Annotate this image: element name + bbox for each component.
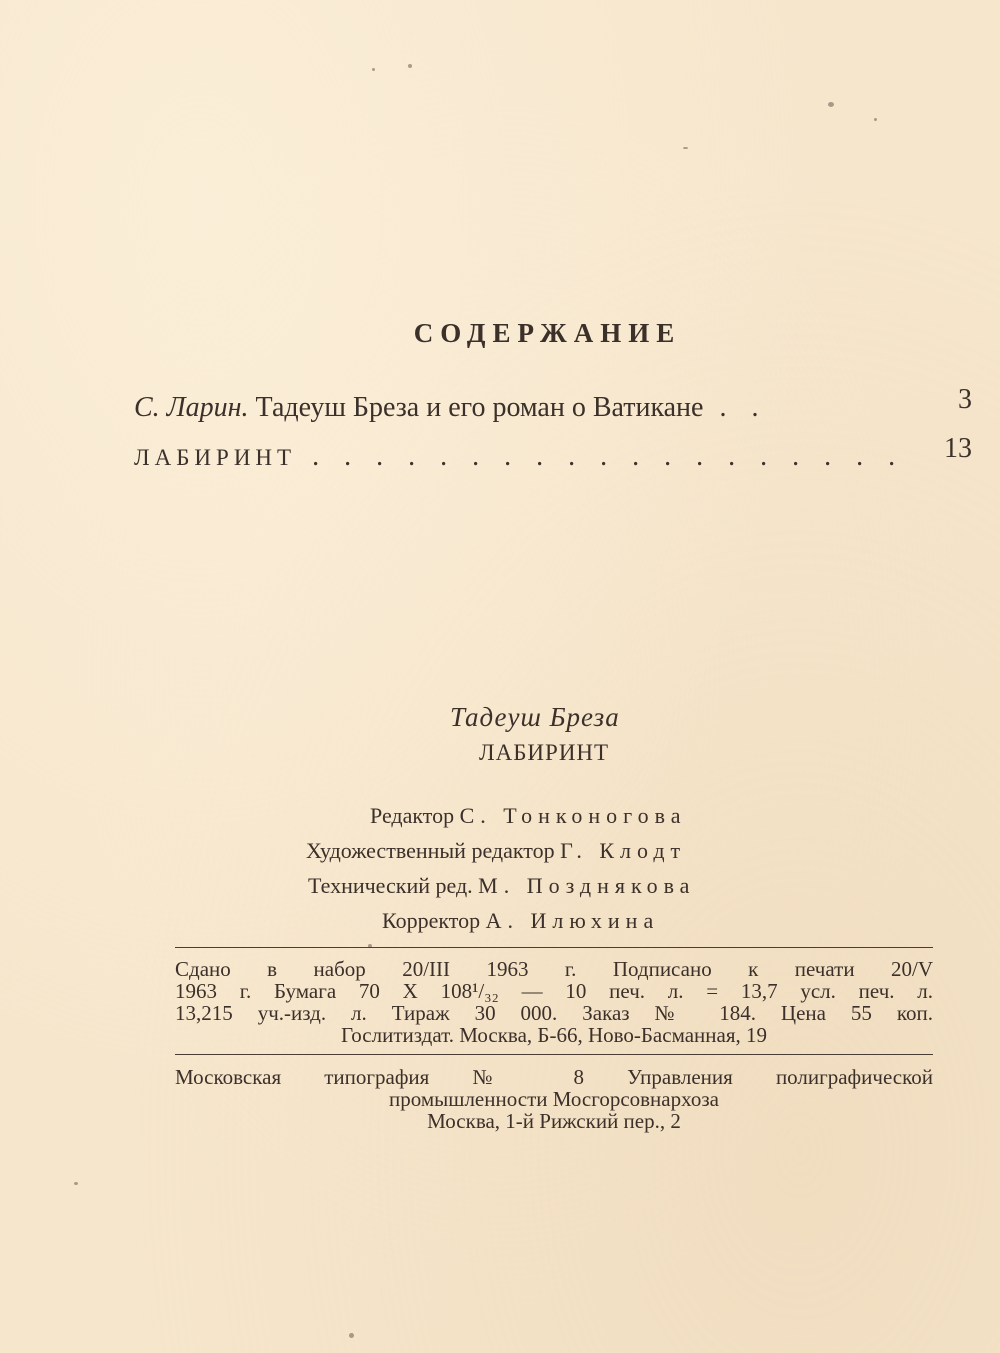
paper-speck (683, 147, 688, 149)
printer-info-line: Московская типография № 8 Управления полиграфической (175, 1065, 933, 1089)
credit-role: Редактор (370, 803, 455, 828)
contents-heading: СОДЕРЖАНИЕ (413, 318, 682, 348)
print-info-line: 1963 г. Бумага 70 Х 108¹/₃₂ — 10 печ. л. = 13,7 усл. печ. л. (175, 979, 933, 1003)
credit-technical-editor (308, 873, 695, 899)
paper-speck (828, 102, 834, 107)
entry-page-number: 13 (944, 433, 972, 464)
contents-entry-text (134, 441, 904, 473)
printer-info (175, 1066, 933, 1132)
paper-speck (349, 1333, 354, 1338)
credit-person: Г. Клодт (560, 838, 687, 863)
entry-title: Тадеуш Бреза и его роман о Ватикане (248, 392, 704, 423)
print-info-line: Гослитиздат. Москва, Б-66, Ново-Басманная, 19 (340, 1023, 767, 1047)
divider-rule (175, 1054, 933, 1055)
paper-speck (372, 68, 375, 71)
print-info-line: Сдано в набор 20/III 1963 г. Подписано к печати 20/V (175, 957, 933, 981)
entry-page-number: 3 (958, 384, 972, 415)
credit-proofreader (382, 908, 659, 934)
entry-title: ЛАБИРИНТ (134, 445, 297, 470)
contents-entry-text (134, 392, 767, 424)
credit-role: Технический ред. (308, 873, 473, 898)
credit-art-editor (306, 838, 686, 864)
entry-author: С. Ларин. (134, 392, 249, 423)
credit-role: Художественный редактор (306, 838, 555, 863)
print-info-line: 13,215 уч.-изд. л. Тираж 30 000. Заказ № 184. Цена 55 коп. (175, 1001, 933, 1025)
printer-info-line: промышленности Мосгорсовнархоза (389, 1087, 719, 1111)
printer-info-line: Москва, 1-й Рижский пер., 2 (427, 1109, 681, 1133)
paper-speck (74, 1182, 78, 1185)
print-info (175, 958, 933, 1046)
credit-role: Корректор (382, 908, 481, 933)
divider-rule (175, 947, 933, 948)
entry-leader: . . . . . . . . . . . . . . . . . . . (296, 441, 905, 472)
credit-person: М. Позднякова (478, 873, 696, 898)
colophon-book-title: ЛАБИРИНТ (479, 740, 610, 765)
entry-leader: . . (703, 392, 768, 423)
credit-person: С. Тонконогова (459, 803, 687, 828)
colophon-author: Тадеуш Бреза (450, 702, 620, 732)
paper-speck (408, 64, 412, 68)
paper-speck (874, 118, 877, 121)
credit-person: А. Илюхина (485, 908, 660, 933)
credit-editor (370, 803, 687, 829)
